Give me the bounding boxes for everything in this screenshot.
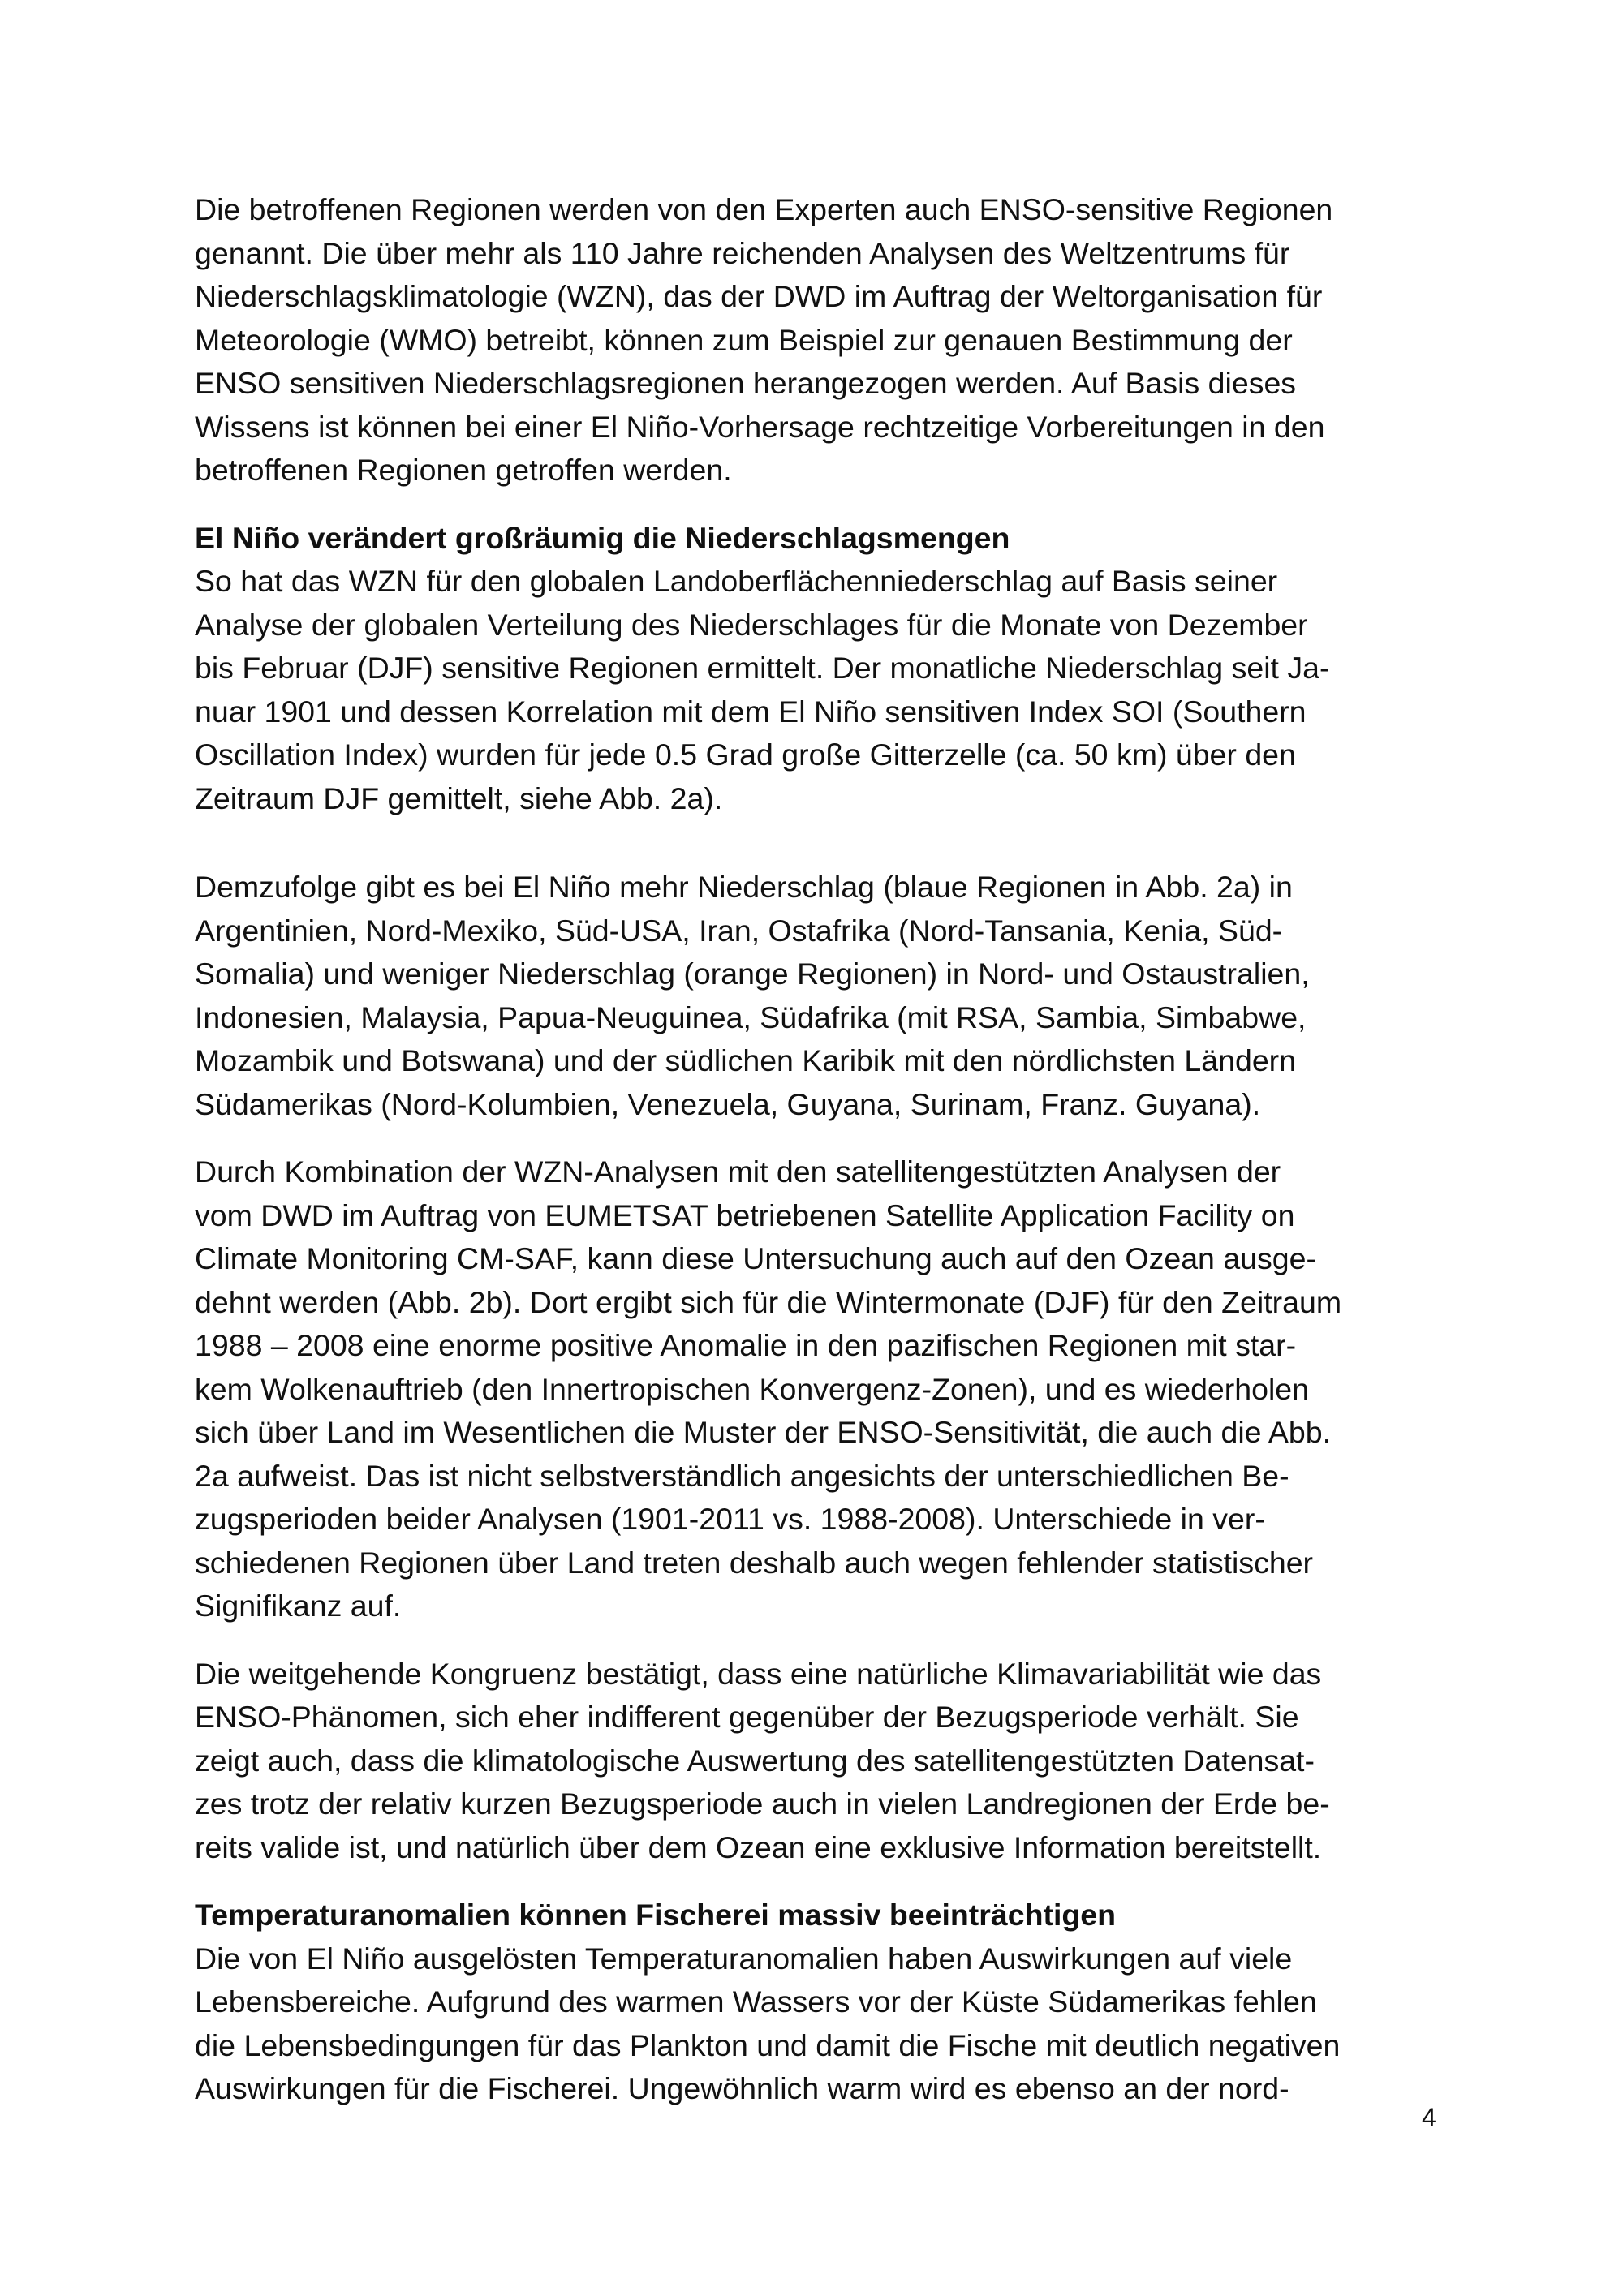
paragraph-regions-list [195,866,1444,1126]
text-line: betroffenen Regionen getroffen werden. [195,453,732,487]
paragraph-fisheries [195,1937,1444,2111]
text-line: ENSO sensitiven Niederschlagsregionen herangezogen werden. Auf Basis dieses [195,366,1297,400]
text-line: Analyse der globalen Verteilung des Niederschlages für die Monate von Dezember [195,607,1308,642]
text-line: Oscillation Index) wurden für jede 0.5 Grad große Gitterzelle (ca. 50 km) über den [195,737,1296,772]
text-line: Die von El Niño ausgelösten Temperaturanomalien haben Auswirkungen auf viele [195,1941,1293,1976]
text-line: Demzufolge gibt es bei El Niño mehr Niederschlag (blaue Regionen in Abb. 2a) in [195,870,1293,904]
text-line: vom DWD im Auftrag von EUMETSAT betriebenen Satellite Application Facility on [195,1197,1295,1232]
text-line: 2a aufweist. Das ist nicht selbstverständlich angesichts der unterschiedlichen Be- [195,1458,1289,1493]
text-line: Argentinien, Nord-Mexiko, Süd-USA, Iran, Ostafrika (Nord-Tansania, Kenia, Süd- [195,913,1283,948]
page-number: 4 [1422,2103,1436,2132]
text-line: So hat das WZN für den globalen Landoberflächenniederschlag auf Basis seiner [195,564,1278,598]
section-heading-precipitation: El Niño verändert großräumig die Niederschlagsmengen [195,520,1010,555]
text-line: Signifikanz auf. [195,1589,402,1623]
text-line: Climate Monitoring CM-SAF, kann diese Untersuchung auch auf den Ozean ausge- [195,1241,1316,1275]
text-line: sich über Land im Wesentlichen die Muster der ENSO-Sensitivität, die auch die Abb. [195,1415,1332,1449]
text-line: Die betroffenen Regionen werden von den Experten auch ENSO-sensitive Regionen [195,192,1333,226]
text-line: Mozambik und Botswana) und der südlichen Karibik mit den nördlichsten Ländern [195,1043,1297,1077]
text-line: Südamerikas (Nord-Kolumbien, Venezuela, Guyana, Surinam, Franz. Guyana). [195,1086,1261,1121]
paragraph-enso-regions [195,188,1444,492]
text-line: reits valide ist, und natürlich über dem Ozean eine exklusive Information bereitstellt. [195,1829,1322,1864]
text-line: die Lebensbedingungen für das Plankton und damit die Fische mit deutlich negativen [195,2027,1341,2062]
section-heading-temperature: Temperaturanomalien können Fischerei massiv beeinträchtigen [195,1898,1117,1932]
document-page [195,188,1444,2111]
text-line: zugsperioden beider Analysen (1901-2011 vs. 1988-2008). Unterschiede in ver- [195,1502,1265,1536]
text-line: Durch Kombination der WZN-Analysen mit den satellitengestützten Analysen der [195,1154,1281,1189]
text-line: genannt. Die über mehr als 110 Jahre reichenden Analysen des Weltzentrums für [195,235,1290,270]
text-line: bis Februar (DJF) sensitive Regionen ermittelt. Der monatliche Niederschlag seit Ja- [195,651,1330,685]
text-line: Zeitraum DJF gemittelt, siehe Abb. 2a). [195,780,723,815]
paragraph-cm-saf [195,1150,1444,1628]
text-line: Die weitgehende Kongruenz bestätigt, dass eine natürliche Klimavariabilität wie das [195,1656,1322,1691]
text-line: schiedenen Regionen über Land treten deshalb auch wegen fehlender statistischer [195,1545,1314,1580]
text-line: Wissens ist können bei einer El Niño-Vorhersage rechtzeitige Vorbereitungen in den [195,409,1325,444]
text-line: Auswirkungen für die Fischerei. Ungewöhnlich warm wird es ebenso an der nord- [195,2071,1289,2105]
text-line: Lebensbereiche. Aufgrund des warmen Wassers vor der Küste Südamerikas fehlen [195,1984,1317,2019]
text-line: kem Wolkenauftrieb (den Innertropischen Konvergenz-Zonen), und es wiederholen [195,1371,1310,1406]
paragraph-wzn-analysis [195,560,1444,820]
text-line: dehnt werden (Abb. 2b). Dort ergibt sich für die Wintermonate (DJF) für den Zeitraum [195,1284,1342,1319]
text-line: Indonesien, Malaysia, Papua-Neuguinea, Südafrika (mit RSA, Sambia, Simbabwe, [195,1000,1307,1034]
text-line: ENSO-Phänomen, sich eher indifferent gegenüber der Bezugsperiode verhält. Sie [195,1700,1299,1734]
text-line: Meteorologie (WMO) betreibt, können zum Beispiel zur genauen Bestimmung der [195,322,1293,357]
text-line: zes trotz der relativ kurzen Bezugsperiode auch in vielen Landregionen der Erde be- [195,1786,1330,1821]
text-line: Somalia) und weniger Niederschlag (orange Regionen) in Nord- und Ostaustralien, [195,957,1310,991]
paragraph-congruence [195,1653,1444,1870]
text-line: nuar 1901 und dessen Korrelation mit dem El Niño sensitiven Index SOI (Southern [195,694,1307,729]
text-line: zeigt auch, dass die klimatologische Auswertung des satellitengestützten Datensat- [195,1743,1315,1778]
text-line: 1988 – 2008 eine enorme positive Anomalie in den pazifischen Regionen mit star- [195,1328,1297,1362]
text-line: Niederschlagsklimatologie (WZN), das der DWD im Auftrag der Weltorganisation für [195,279,1323,313]
